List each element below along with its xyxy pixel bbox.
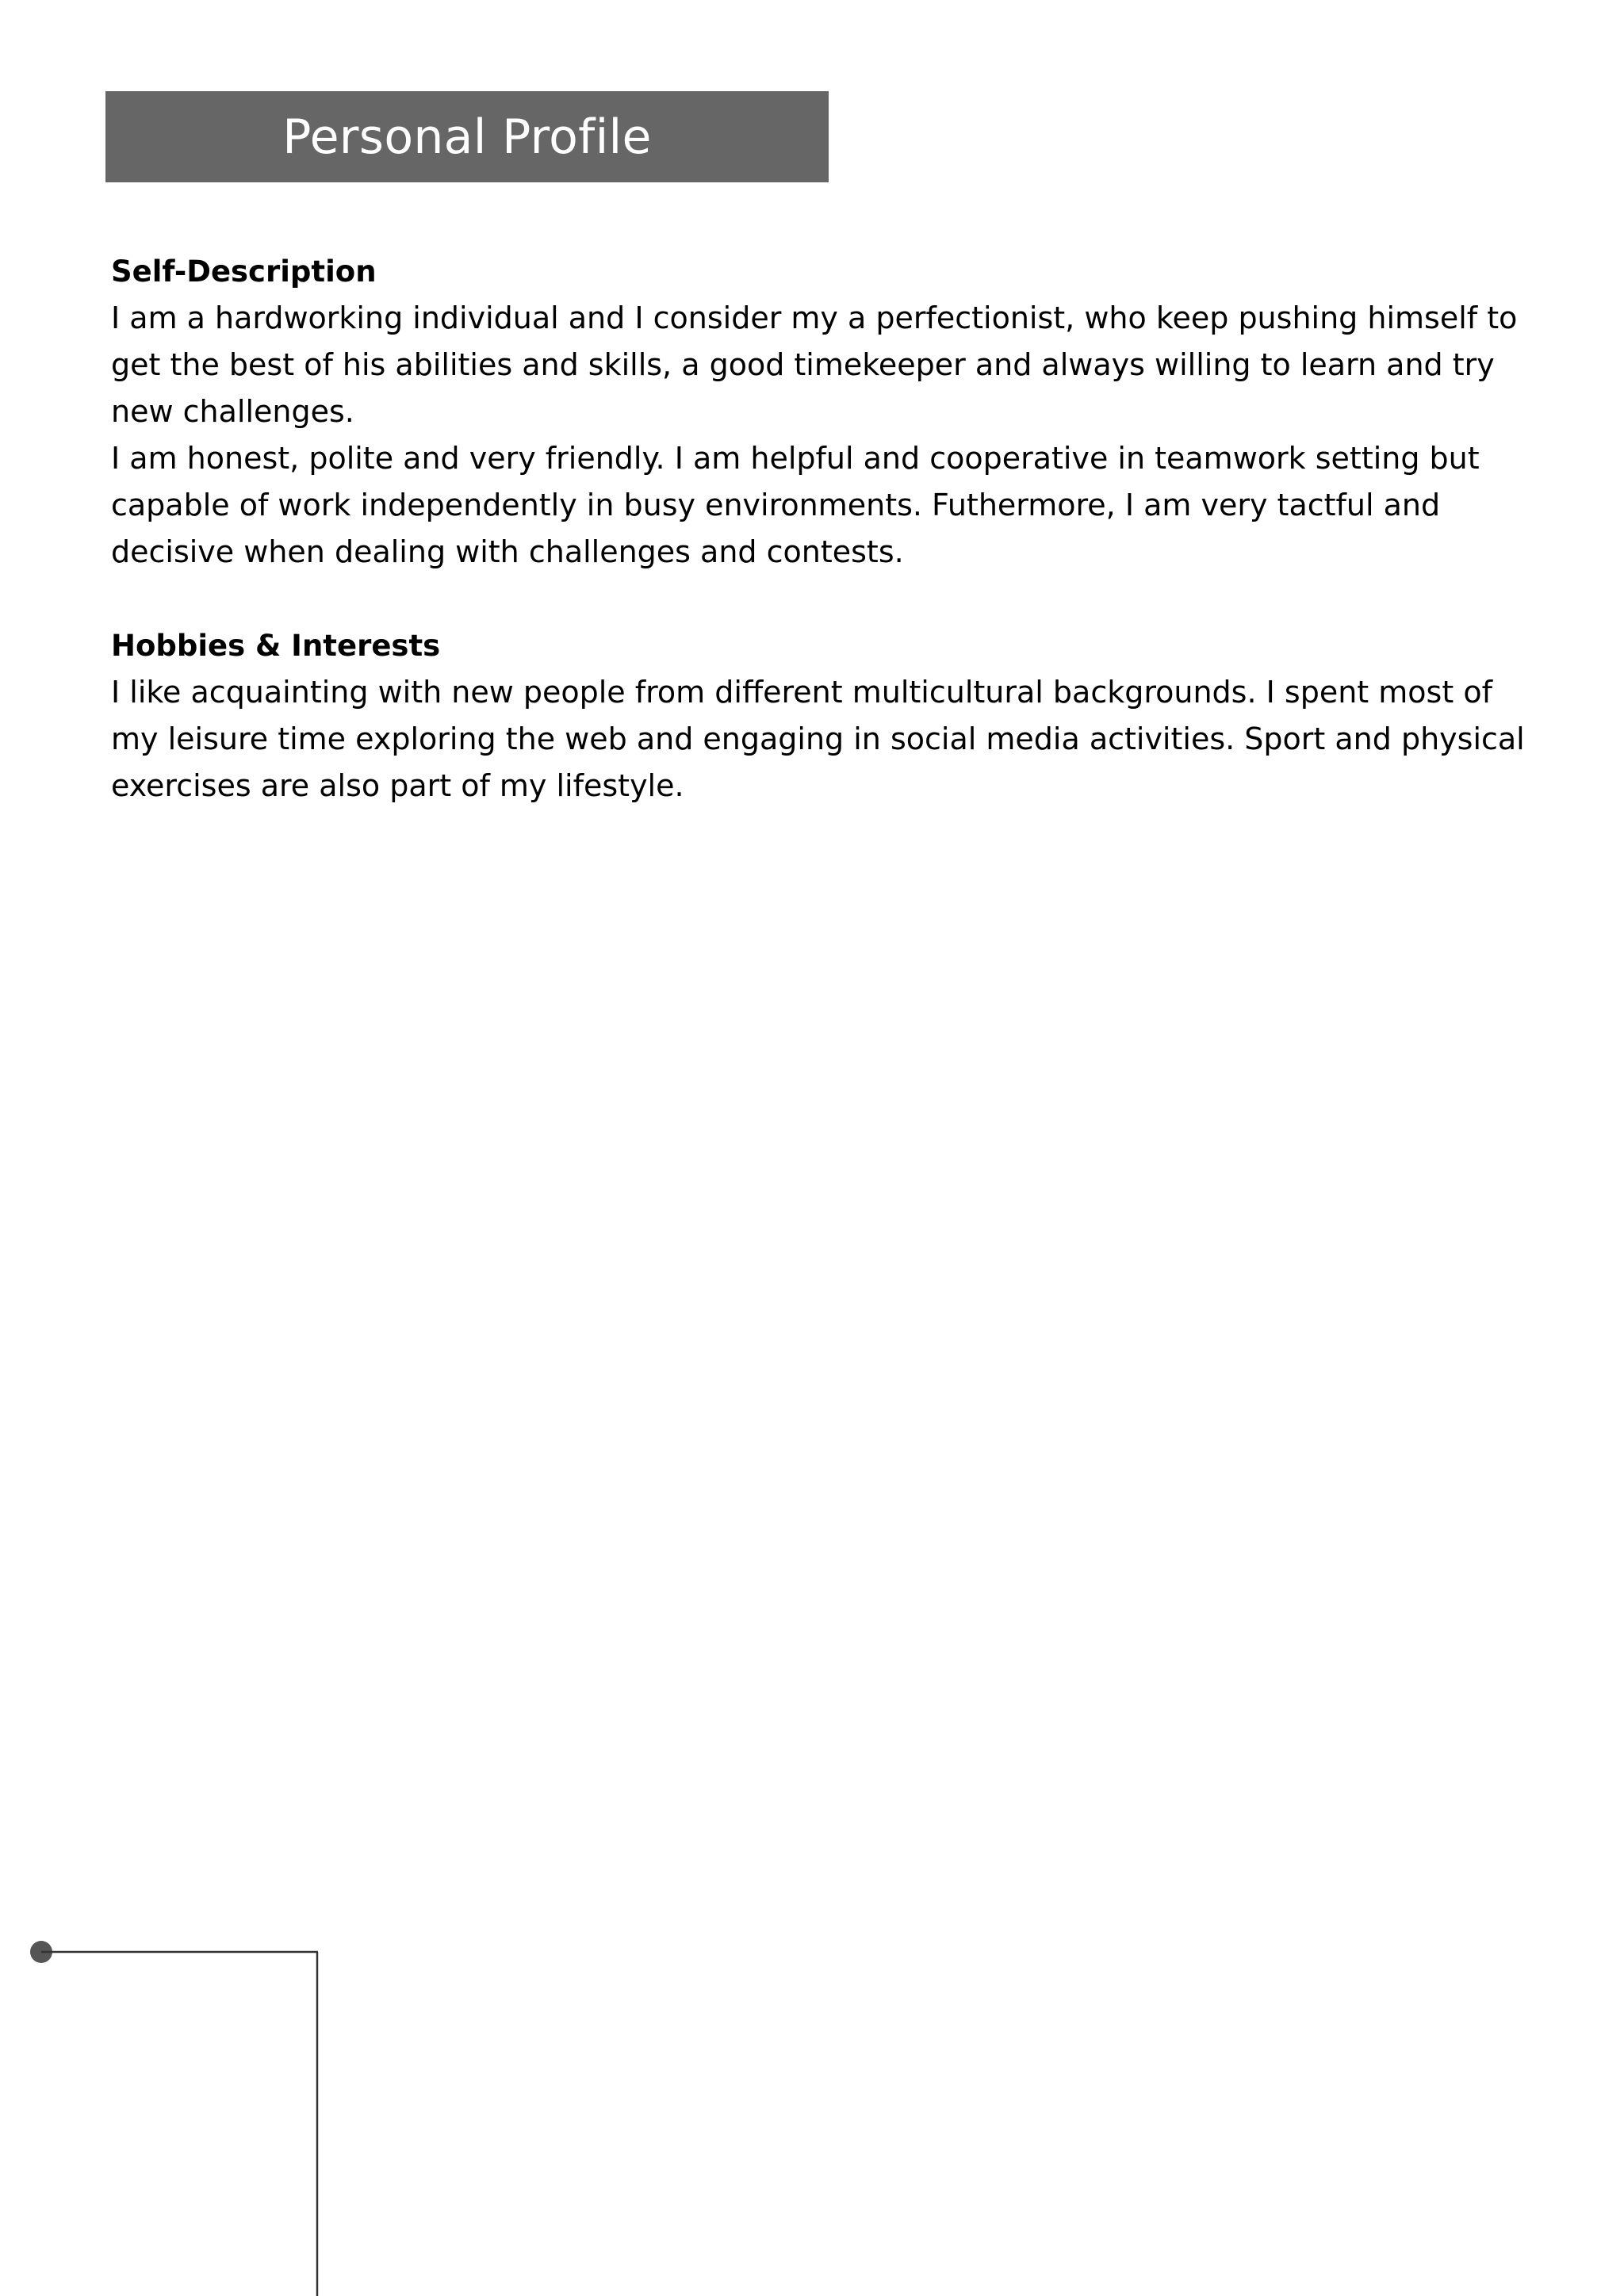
self-description-heading: Self-Description <box>111 254 377 289</box>
self-description-paragraph-1: I am a hardworking individual and I consider my a perfectionist, who keep pushing himself to get the best of his abilities and skills, a good timekeeper and always willing to learn and try new challenges. <box>111 300 1518 429</box>
self-description-paragraph-2: I am honest, polite and very friendly. I am helpful and cooperative in teamwork setting but capable of work independently in busy environments. Futhermore, I am very tactful and decisive when dealing with challenges and contests. <box>111 441 1480 569</box>
page-title: Personal Profile <box>282 109 652 165</box>
hobbies-paragraph: I like acquainting with new people from different multicultural backgrounds. I spent most of my leisure time exploring the web and engaging in social media activities. Sport and physical exercises are also part of my lifestyle. <box>111 675 1525 803</box>
hobbies-heading: Hobbies & Interests <box>111 629 441 663</box>
